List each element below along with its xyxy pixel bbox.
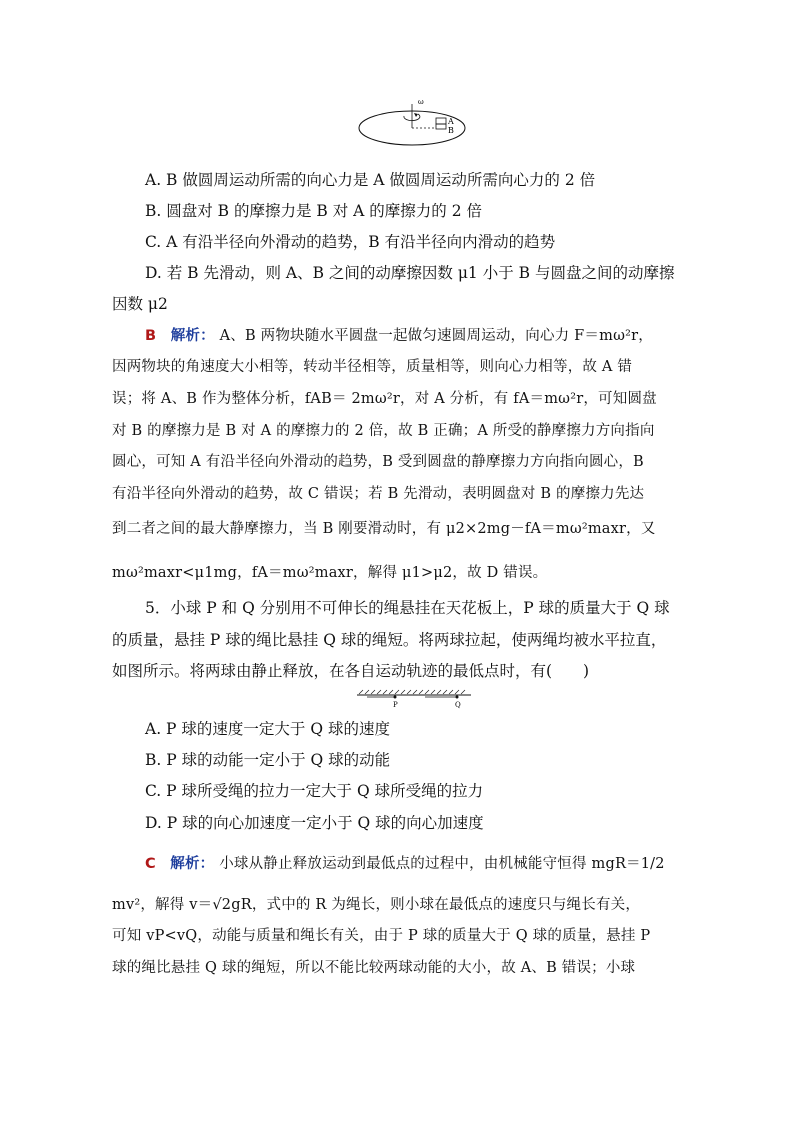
q5-stem-line-2: 的质量，悬挂 P 球的绳比悬挂 Q 球的绳短。将两球拉起，使两绳均被水平拉直， <box>112 631 667 649</box>
q4-option-d-cont: 因数 μ2 <box>112 295 168 313</box>
q4-option-d: D. 若 B 先滑动，则 A、B 之间的动摩擦因数 μ1 小于 B 与圆盘之间的动摩擦 <box>145 264 675 282</box>
q4-analysis-line-6: 有沿半径向外滑动的趋势，故 C 错误；若 B 先滑动，表明圆盘对 B 的摩擦力先达 <box>112 486 645 502</box>
q5-stem-line-3: 如图所示。将两球由静止释放，在各自运动轨迹的最低点时，有( ) <box>112 662 590 680</box>
q4-analysis-line-3: 误；将 A、B 作为整体分析，fAB＝ 2mω²r，对 A 分析，有 fA＝mω²r，可知圆盘 <box>112 391 657 407</box>
q4-analysis-text: A、B 两物块随水平圆盘一起做匀速圆周运动，向心力 F＝mω²r， <box>219 328 653 344</box>
q5-option-a: A. P 球的速度一定大于 Q 球的速度 <box>145 720 390 738</box>
q4-analysis-line-8: mω²maxr<μ1mg，fA＝mω²maxr，解得 μ1>μ2，故 D 错误。 <box>112 565 548 581</box>
svg-text:ω: ω <box>418 98 424 106</box>
svg-text:A: A <box>448 117 454 126</box>
q4-option-b: B. 圆盘对 B 的摩擦力是 B 对 A 的摩擦力的 2 倍 <box>145 202 482 220</box>
q5-answer-letter: C <box>145 856 156 872</box>
q5-analysis-text: 小球从静止释放运动到最低点的过程中，由机械能守恒得 mgR＝1/2 <box>219 856 665 872</box>
q4-option-c: C. A 有沿半径向外滑动的趋势，B 有沿半径向内滑动的趋势 <box>145 233 556 251</box>
q4-analysis-line-4: 对 B 的摩擦力是 B 对 A 的摩擦力的 2 倍，故 B 正确；A 所受的静摩擦力方向指向 <box>112 423 655 439</box>
q5-stem-line-1: 5．小球 P 和 Q 分别用不可伸长的绳悬挂在天花板上，P 球的质量大于 Q 球 <box>145 599 670 617</box>
q4-option-a: A. B 做圆周运动所需的向心力是 A 做圆周运动所需向心力的 2 倍 <box>145 171 596 189</box>
q4-analysis-label: 解析： <box>170 327 215 344</box>
q4-analysis-line-2: 因两物块的角速度大小相等，转动半径相等，质量相等，则向心力相等，故 A 错 <box>112 359 633 375</box>
q5-analysis-line-4: 球的绳比悬挂 Q 球的绳短，所以不能比较两球动能的大小，故 A、B 错误；小球 <box>112 960 636 976</box>
q5-analysis-line-2: mv²，解得 v＝√2gR，式中的 R 为绳长，则小球在最低点的速度只与绳长有关， <box>112 897 641 913</box>
q4-analysis-line-5: 圆心，可知 A 有沿半径向外滑动的趋势，B 受到圆盘的静摩擦力方向指向圆心，B <box>112 454 644 470</box>
pendulum-figure <box>355 689 475 709</box>
q5-analysis-label: 解析： <box>170 855 215 872</box>
q5-option-c: C. P 球所受绳的拉力一定大于 Q 球所受绳的拉力 <box>145 782 484 800</box>
q4-analysis-line-1 <box>145 325 653 347</box>
q5-option-b: B. P 球的动能一定小于 Q 球的动能 <box>145 751 391 769</box>
svg-text:B: B <box>448 126 454 135</box>
q4-answer-letter: B <box>145 328 157 344</box>
q5-analysis-line-3: 可知 vP<vQ，动能与质量和绳长有关，由于 P 球的质量大于 Q 球的质量，悬挂 P <box>112 928 651 944</box>
disc-figure <box>356 94 476 148</box>
q5-analysis-line-1 <box>145 853 665 875</box>
q5-option-d: D. P 球的向心加速度一定小于 Q 球的向心加速度 <box>145 814 484 832</box>
svg-text:P: P <box>393 701 398 709</box>
q4-analysis-line-7: 到二者之间的最大静摩擦力，当 B 刚要滑动时，有 μ2×2mg－fA＝mω²maxr，又 <box>112 521 656 537</box>
svg-text:Q: Q <box>455 701 461 709</box>
